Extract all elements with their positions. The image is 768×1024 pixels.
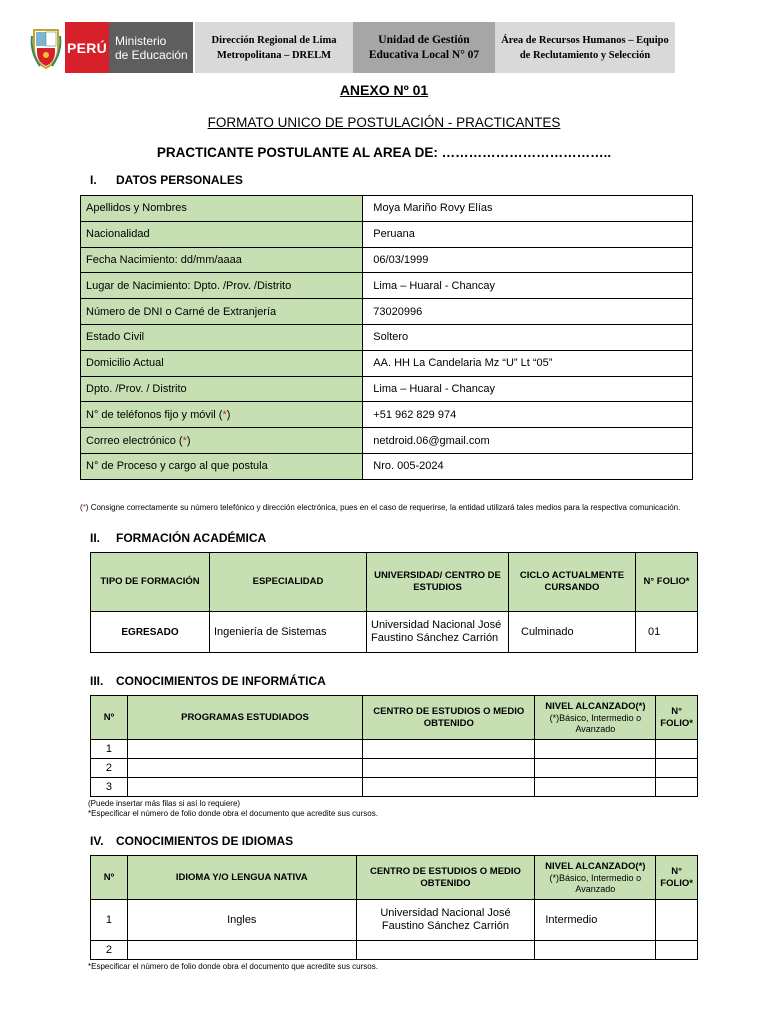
- field-label-text: Correo electrónico: [86, 434, 176, 447]
- section-title: CONOCIMIENTOS DE INFORMÁTICA: [116, 674, 326, 688]
- asterisk-close: ): [85, 503, 91, 512]
- col-idioma: IDIOMA Y/O LENGUA NATIVA: [127, 856, 356, 900]
- field-label: [81, 350, 363, 376]
- cell-ciclo: Culminado: [509, 612, 636, 653]
- field-label: [81, 299, 363, 325]
- asterisk-open: (: [175, 434, 183, 447]
- field-label-text: Estado Civil: [86, 331, 145, 344]
- table-header-row: [91, 856, 698, 900]
- ministerio-line2: de Educación: [115, 47, 188, 62]
- languages-table: [90, 855, 698, 960]
- cell-centro: [356, 900, 535, 941]
- col-folio: N° FOLIO*: [656, 696, 698, 740]
- table-row: [91, 900, 698, 941]
- cell-empty: [535, 759, 656, 778]
- table-row: [91, 740, 698, 759]
- cell-folio: 01: [636, 612, 698, 653]
- contact-note-text: Consigne correctamente su número telefónico y dirección electrónica, pues en el caso de requerirse, la entidad utilizará tales medios para la respectiva comunicación.: [90, 503, 681, 512]
- field-label: [81, 273, 363, 299]
- field-value: Lima – Huaral - Chancay: [363, 273, 693, 299]
- table-header-row: [91, 696, 698, 740]
- peru-brand: PERÚ: [65, 22, 109, 73]
- field-label-text: Fecha Nacimiento: dd/mm/aaaa: [86, 253, 242, 266]
- col-nivel-sub: (*)Básico, Intermedio o Avanzado: [549, 872, 642, 894]
- languages-note: *Especificar el número de folio donde obra el documento que acredite sus cursos.: [88, 962, 378, 971]
- cell-nivel: Intermedio: [535, 900, 656, 941]
- cell-empty: [363, 740, 535, 759]
- cell-empty: [363, 759, 535, 778]
- section-number: I.: [90, 173, 97, 187]
- table-row: [91, 759, 698, 778]
- cell-empty: [363, 778, 535, 797]
- table-row: [81, 428, 693, 454]
- section-number: III.: [90, 674, 104, 688]
- ministerio-brand: [109, 22, 193, 73]
- field-label-text: N° de teléfonos fijo y móvil: [86, 408, 216, 421]
- field-label-text: Dpto. /Prov. / Distrito: [86, 382, 187, 395]
- field-value: Moya Mariño Rovy Elías: [363, 196, 693, 222]
- field-label: [81, 453, 363, 479]
- field-label-text: Nacionalidad: [86, 228, 150, 241]
- table-row: [91, 778, 698, 797]
- section-title: CONOCIMIENTOS DE IDIOMAS: [116, 834, 294, 848]
- it-note-1: (Puede insertar más filas si así lo requiere): [88, 799, 241, 808]
- header-drelm-line2: Metropolitana – DRELM: [216, 49, 332, 61]
- section-it-heading: [90, 674, 326, 688]
- header-drelm-line1: Dirección Regional de Lima: [211, 34, 337, 46]
- formato-title: FORMATO UNICO DE POSTULACIÓN - PRACTICANTES: [207, 115, 561, 130]
- field-label: [81, 402, 363, 428]
- col-nivel-title: NIVEL ALCANZADO(*): [545, 700, 646, 712]
- it-table: [90, 695, 698, 797]
- contact-note: [80, 503, 700, 513]
- field-label-text: Lugar de Nacimiento: Dpto. /Prov. /Distrito: [86, 279, 292, 292]
- cell-empty: [127, 759, 362, 778]
- coat-of-arms-icon: [30, 26, 62, 70]
- cell-num: 2: [91, 941, 128, 960]
- col-nivel: [535, 696, 656, 740]
- field-label-text: Apellidos y Nombres: [86, 202, 187, 215]
- header-rrhh-line2: de Reclutamiento y Selección: [519, 49, 651, 61]
- field-value: +51 962 829 974: [363, 402, 693, 428]
- academic-table: [90, 552, 698, 653]
- section-languages-heading: [90, 834, 293, 848]
- cell-empty: [656, 941, 698, 960]
- header-rrhh-line1: Área de Recursos Humanos – Equipo: [501, 34, 669, 46]
- cell-num: 1: [91, 740, 128, 759]
- cell-especialidad: Ingeniería de Sistemas: [210, 612, 367, 653]
- field-value: Lima – Huaral - Chancay: [363, 376, 693, 402]
- col-num: Nº: [91, 696, 128, 740]
- field-value: AA. HH La Candelaria Mz “U” Lt “05”: [363, 350, 693, 376]
- table-row: [81, 453, 693, 479]
- field-label-text: N° de Proceso y cargo al que postula: [86, 460, 268, 473]
- field-label: [81, 196, 363, 222]
- table-row: [81, 324, 693, 350]
- cell-universidad-line2: Faustino Sánchez Carrión: [371, 632, 499, 644]
- section-number: II.: [90, 531, 101, 545]
- cell-folio: [656, 900, 698, 941]
- field-label: [81, 376, 363, 402]
- cell-empty: [127, 778, 362, 797]
- required-asterisk: *: [222, 408, 227, 421]
- col-nivel: [535, 856, 656, 900]
- header-ugel-line2: Educativa Local N° 07: [368, 48, 480, 61]
- personal-data-table: [80, 195, 693, 480]
- field-value: Soltero: [363, 324, 693, 350]
- cell-centro-line1: Universidad Nacional José: [380, 907, 511, 919]
- cell-idioma: Ingles: [127, 900, 356, 941]
- table-row: [81, 221, 693, 247]
- table-row: [81, 376, 693, 402]
- table-row: [81, 350, 693, 376]
- table-row: [81, 273, 693, 299]
- table-row: [81, 402, 693, 428]
- cell-num: 1: [91, 900, 128, 941]
- header-drelm: [195, 22, 353, 73]
- col-nivel-title: NIVEL ALCANZADO(*): [545, 860, 646, 872]
- field-label: [81, 221, 363, 247]
- asterisk: *: [82, 503, 86, 512]
- cell-num: 2: [91, 759, 128, 778]
- cell-universidad-line1: Universidad Nacional José: [371, 619, 502, 631]
- cell-num: 3: [91, 778, 128, 797]
- cell-universidad: [367, 612, 509, 653]
- col-ciclo: CICLO ACTUALMENTE CURSANDO: [509, 553, 636, 612]
- cell-empty: [656, 778, 698, 797]
- field-value: netdroid.06@gmail.com: [363, 428, 693, 454]
- col-folio: N° FOLIO*: [656, 856, 698, 900]
- col-tipo: TIPO DE FORMACIÓN: [91, 553, 210, 612]
- field-value: 73020996: [363, 299, 693, 325]
- header-ugel: [353, 22, 495, 73]
- field-label: [81, 247, 363, 273]
- section-title: FORMACIÓN ACADÉMICA: [116, 531, 267, 545]
- field-label-text: Número de DNI o Carné de Extranjería: [86, 305, 277, 318]
- cell-tipo: EGRESADO: [91, 612, 210, 653]
- anexo-title: ANEXO Nº 01: [339, 82, 429, 98]
- col-centro: CENTRO DE ESTUDIOS O MEDIO OBTENIDO: [363, 696, 535, 740]
- col-especialidad: ESPECIALIDAD: [210, 553, 367, 612]
- cell-centro-line2: Faustino Sánchez Carrión: [381, 920, 510, 932]
- cell-empty: [535, 941, 656, 960]
- table-header-row: [91, 553, 698, 612]
- field-label-text: Domicilio Actual: [86, 357, 164, 370]
- asterisk-close: ): [186, 434, 191, 447]
- field-label: [81, 324, 363, 350]
- table-row: [91, 612, 698, 653]
- cell-empty: [656, 759, 698, 778]
- col-programas: PROGRAMAS ESTUDIADOS: [127, 696, 362, 740]
- area-title: PRACTICANTE POSTULANTE AL AREA DE: ………………………………..: [156, 145, 612, 160]
- field-value: Nro. 005-2024: [363, 453, 693, 479]
- section-academic-heading: [90, 531, 266, 545]
- table-row: [81, 299, 693, 325]
- cell-empty: [656, 740, 698, 759]
- ministerio-line1: Ministerio: [115, 33, 167, 48]
- table-row: [81, 196, 693, 222]
- header-rrhh: [495, 22, 675, 73]
- header-ugel-line1: Unidad de Gestión: [378, 33, 470, 46]
- asterisk-close: ): [226, 408, 231, 421]
- required-asterisk: *: [182, 434, 187, 447]
- field-value: Peruana: [363, 221, 693, 247]
- col-num: Nº: [91, 856, 128, 900]
- col-folio: N° FOLIO*: [636, 553, 698, 612]
- field-value: 06/03/1999: [363, 247, 693, 273]
- section-number: IV.: [90, 834, 104, 848]
- col-centro: CENTRO DE ESTUDIOS O MEDIO OBTENIDO: [356, 856, 535, 900]
- cell-empty: [127, 740, 362, 759]
- col-nivel-sub: (*)Básico, Intermedio o Avanzado: [549, 712, 642, 734]
- cell-empty: [535, 740, 656, 759]
- section-title: DATOS PERSONALES: [116, 173, 243, 187]
- col-universidad: UNIVERSIDAD/ CENTRO DE ESTUDIOS: [367, 553, 509, 612]
- it-note-2: *Especificar el número de folio donde obra el documento que acredite sus cursos.: [88, 809, 378, 818]
- header-logo: [30, 22, 195, 73]
- cell-empty: [356, 941, 535, 960]
- cell-empty: [127, 941, 356, 960]
- table-row: [81, 247, 693, 273]
- field-label: [81, 428, 363, 454]
- asterisk-open: (: [215, 408, 223, 421]
- cell-empty: [535, 778, 656, 797]
- table-row: [91, 941, 698, 960]
- section-personal-heading: [90, 173, 243, 187]
- asterisk-open: (: [80, 503, 83, 512]
